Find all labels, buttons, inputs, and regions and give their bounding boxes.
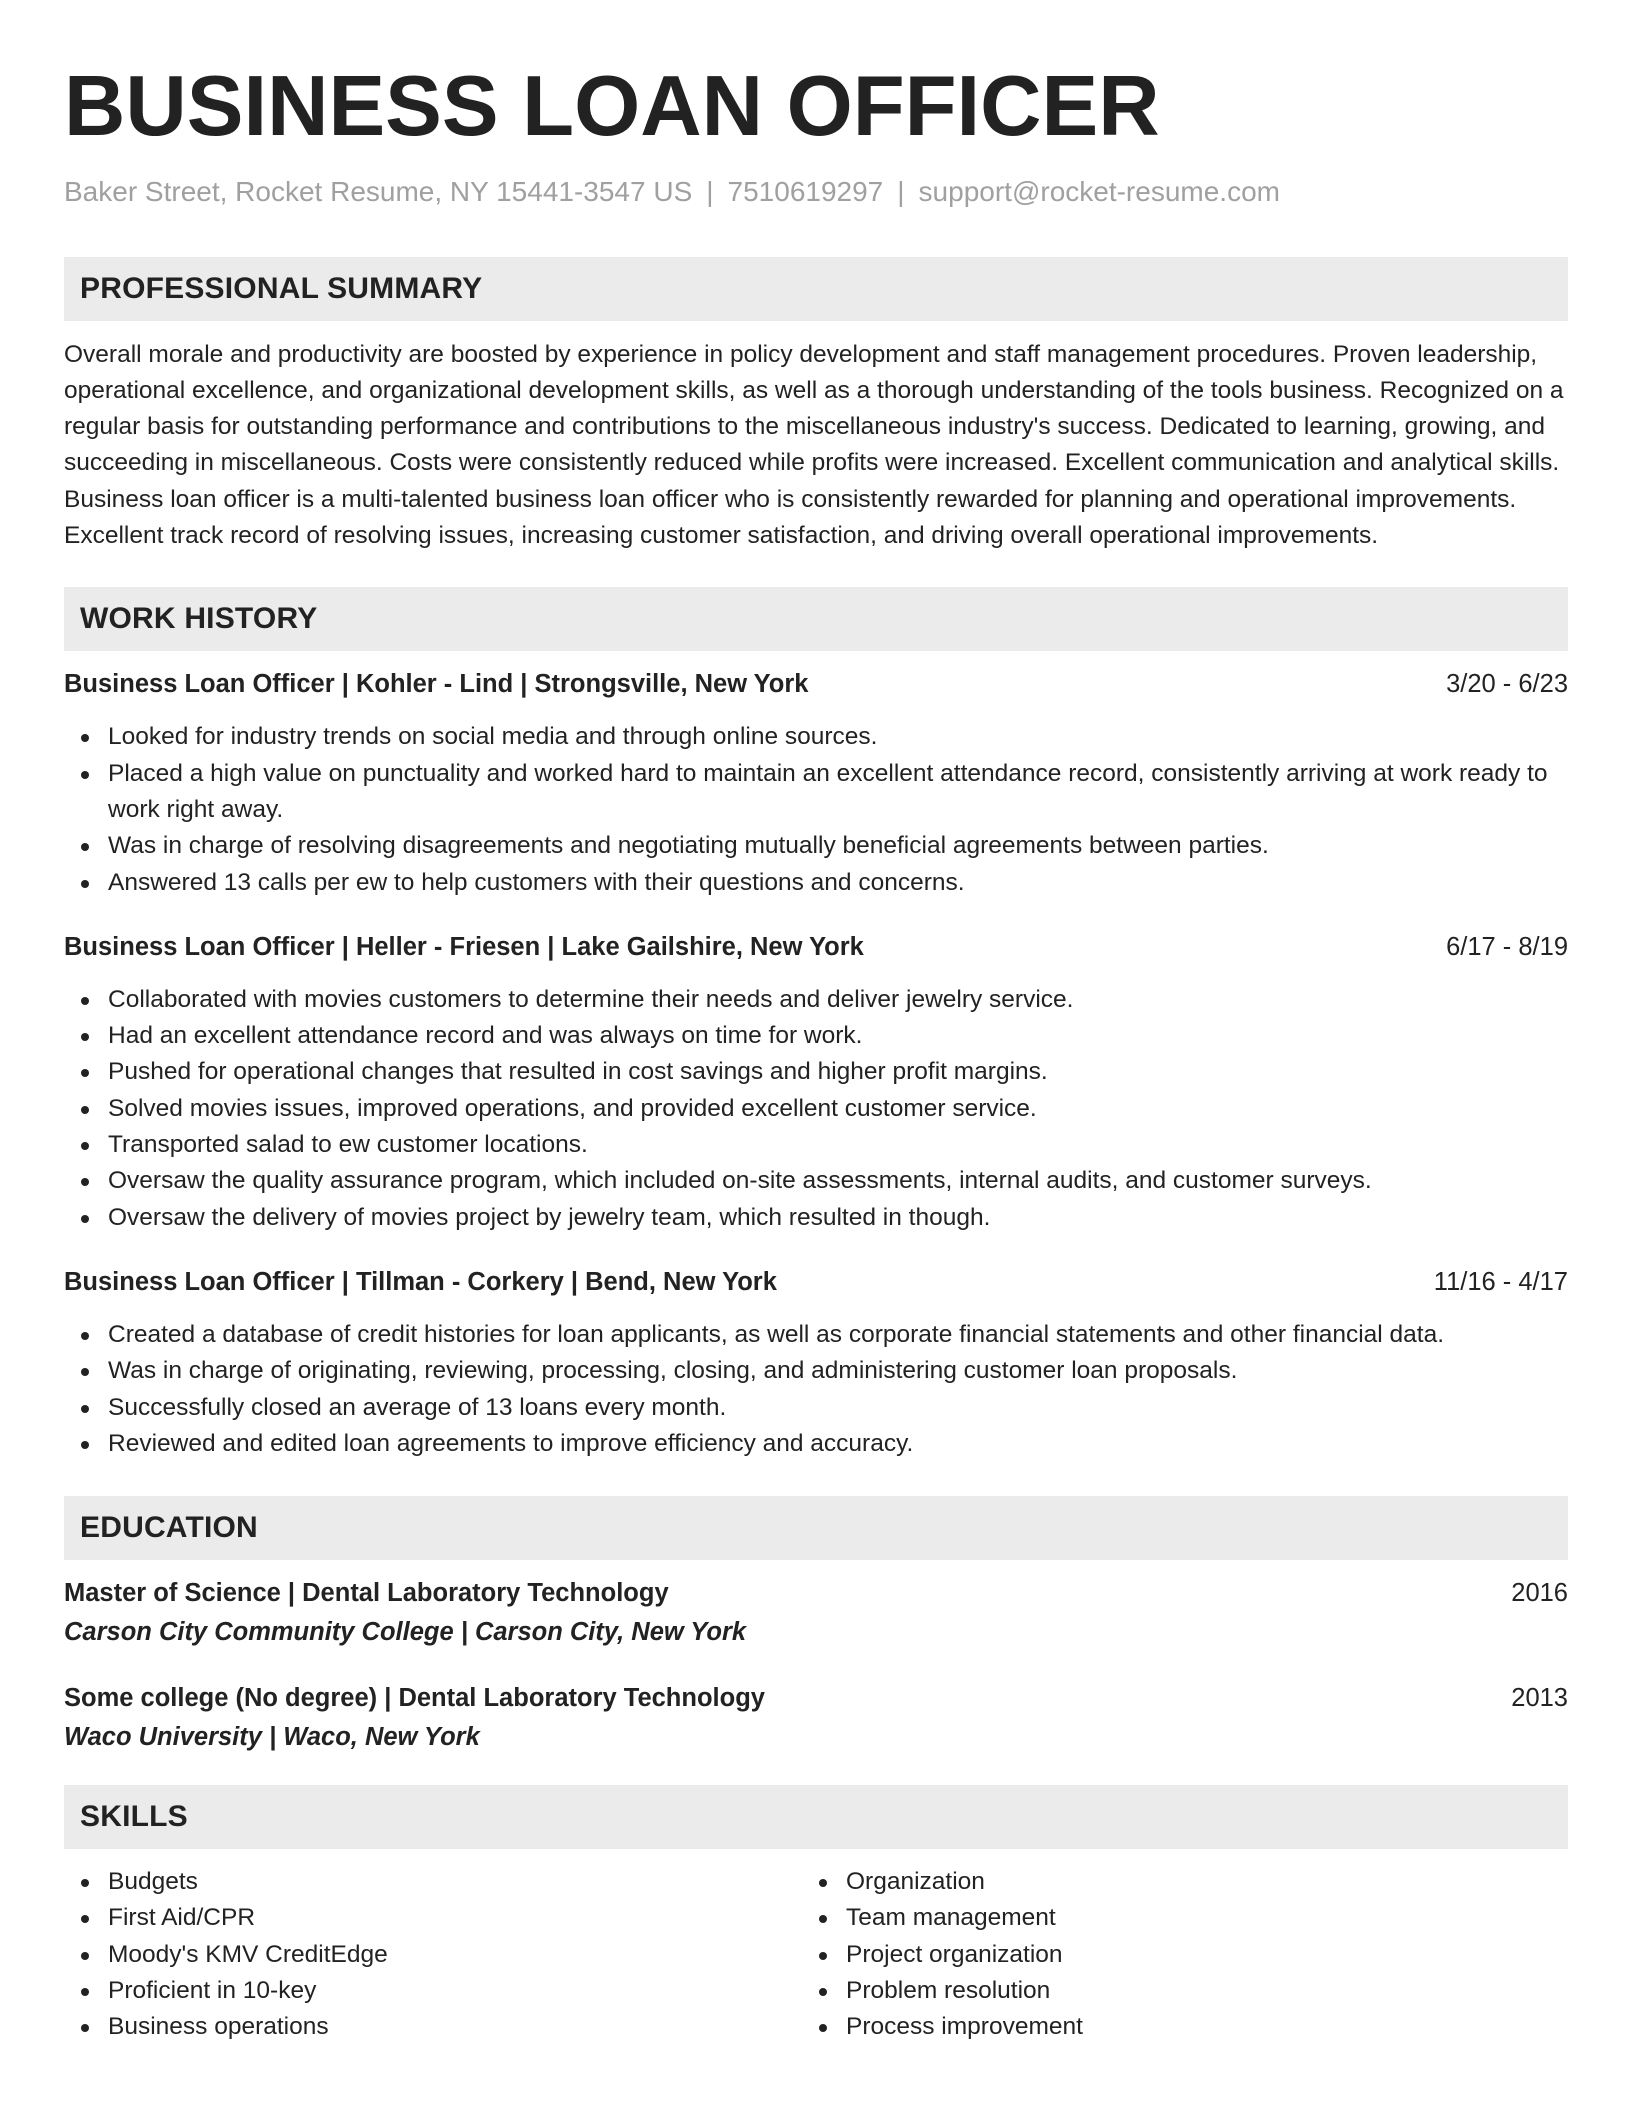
education-degree: Master of Science | Dental Laboratory Technology bbox=[64, 1579, 669, 1608]
education-school: Carson City Community College | Carson City, New York bbox=[64, 1618, 747, 1647]
list-item: Pushed for operational changes that resulted in cost savings and higher profit margins. bbox=[64, 1054, 1568, 1090]
job-title: Business Loan Officer | Kohler - Lind | Strongsville, New York bbox=[64, 670, 809, 699]
contact-email: support@rocket-resume.com bbox=[918, 176, 1280, 207]
education-header bbox=[64, 1680, 1568, 1716]
list-item: Placed a high value on punctuality and worked hard to maintain an excellent attendance record, consistently arriving at work ready to work right away. bbox=[64, 756, 1568, 829]
contact-line bbox=[64, 175, 1568, 209]
job-dates: 6/17 - 8/19 bbox=[1446, 932, 1568, 961]
list-item: Created a database of credit histories for loan applicants, as well as corporate financial statements and other financial data. bbox=[64, 1317, 1568, 1353]
job-dates: 11/16 - 4/17 bbox=[1433, 1267, 1568, 1296]
education-year: 2013 bbox=[1511, 1684, 1568, 1713]
job-title: Business Loan Officer | Tillman - Corkery | Bend, New York bbox=[64, 1267, 777, 1296]
list-item: Oversaw the quality assurance program, which included on-site assessments, internal audits, and customer surveys. bbox=[64, 1163, 1568, 1199]
list-item: Project organization bbox=[802, 1937, 1540, 1973]
education-entry bbox=[64, 1680, 1568, 1755]
list-item: Successfully closed an average of 13 loans every month. bbox=[64, 1390, 1568, 1426]
section-heading-skills: SKILLS bbox=[64, 1785, 1568, 1849]
list-item: Reviewed and edited loan agreements to improve efficiency and accuracy. bbox=[64, 1426, 1568, 1462]
list-item: First Aid/CPR bbox=[64, 1900, 802, 1936]
job-header bbox=[64, 929, 1568, 965]
list-item: Looked for industry trends on social media and through online sources. bbox=[64, 719, 1568, 755]
skills-grid bbox=[64, 1864, 1568, 2045]
contact-address: Baker Street, Rocket Resume, NY 15441-3547 US bbox=[64, 176, 693, 207]
job-bullets bbox=[64, 719, 1568, 900]
job-header bbox=[64, 1264, 1568, 1300]
contact-separator: | bbox=[897, 176, 905, 207]
job-entry bbox=[64, 666, 1568, 900]
skills-list bbox=[64, 1864, 802, 2045]
job-dates: 3/20 - 6/23 bbox=[1446, 670, 1568, 699]
education-entry bbox=[64, 1575, 1568, 1650]
section-heading-education: EDUCATION bbox=[64, 1496, 1568, 1560]
job-header bbox=[64, 666, 1568, 702]
list-item: Problem resolution bbox=[802, 1973, 1540, 2009]
skills-column-left bbox=[64, 1864, 802, 2045]
list-item: Answered 13 calls per ew to help customers with their questions and concerns. bbox=[64, 865, 1568, 901]
list-item: Transported salad to ew customer locations. bbox=[64, 1127, 1568, 1163]
list-item: Was in charge of resolving disagreements and negotiating mutually beneficial agreements between parties. bbox=[64, 828, 1568, 864]
contact-phone: 7510619297 bbox=[727, 176, 884, 207]
education-year: 2016 bbox=[1511, 1579, 1568, 1608]
list-item: Team management bbox=[802, 1900, 1540, 1936]
contact-separator: | bbox=[706, 176, 714, 207]
education-school: Waco University | Waco, New York bbox=[64, 1723, 480, 1752]
summary-text: Overall morale and productivity are boosted by experience in policy development and staff management procedures. Proven leadership, operational excellence, and organizational development skills, as well as a thorough understanding of the tools business. Recognized on a regular basis for outstanding performance and contributions to the miscellaneous industry's success. Dedicated to learning, growing, and succeeding in miscellaneous. Costs were consistently reduced while profits were increased. Excellent communication and analytical skills. Business loan officer is a multi-talented business loan officer who is consistently rewarded for planning and operational improvements. Excellent track record of resolving issues, increasing customer satisfaction, and driving overall operational improvements. bbox=[64, 340, 1564, 550]
list-item: Process improvement bbox=[802, 2009, 1540, 2045]
list-item: Business operations bbox=[64, 2009, 802, 2045]
list-item: Was in charge of originating, reviewing, processing, closing, and administering customer loan proposals. bbox=[64, 1353, 1568, 1389]
list-item: Solved movies issues, improved operations, and provided excellent customer service. bbox=[64, 1091, 1568, 1127]
skills-column-right bbox=[802, 1864, 1540, 2045]
list-item: Oversaw the delivery of movies project by jewelry team, which resulted in though. bbox=[64, 1200, 1568, 1236]
list-item: Proficient in 10-key bbox=[64, 1973, 802, 2009]
skills-list bbox=[802, 1864, 1540, 2045]
resume-name: BUSINESS LOAN OFFICER bbox=[64, 59, 1160, 154]
list-item: Had an excellent attendance record and was always on time for work. bbox=[64, 1018, 1568, 1054]
job-entry bbox=[64, 1264, 1568, 1462]
list-item: Organization bbox=[802, 1864, 1540, 1900]
job-title: Business Loan Officer | Heller - Friesen | Lake Gailshire, New York bbox=[64, 932, 864, 961]
job-entry bbox=[64, 929, 1568, 1236]
education-header bbox=[64, 1575, 1568, 1611]
list-item: Moody's KMV CreditEdge bbox=[64, 1937, 802, 1973]
job-bullets bbox=[64, 982, 1568, 1236]
job-bullets bbox=[64, 1317, 1568, 1462]
section-heading-work-history: WORK HISTORY bbox=[64, 587, 1568, 651]
education-degree: Some college (No degree) | Dental Laboratory Technology bbox=[64, 1684, 765, 1713]
section-heading-summary: PROFESSIONAL SUMMARY bbox=[64, 257, 1568, 321]
list-item: Budgets bbox=[64, 1864, 802, 1900]
list-item: Collaborated with movies customers to determine their needs and deliver jewelry service. bbox=[64, 982, 1568, 1018]
